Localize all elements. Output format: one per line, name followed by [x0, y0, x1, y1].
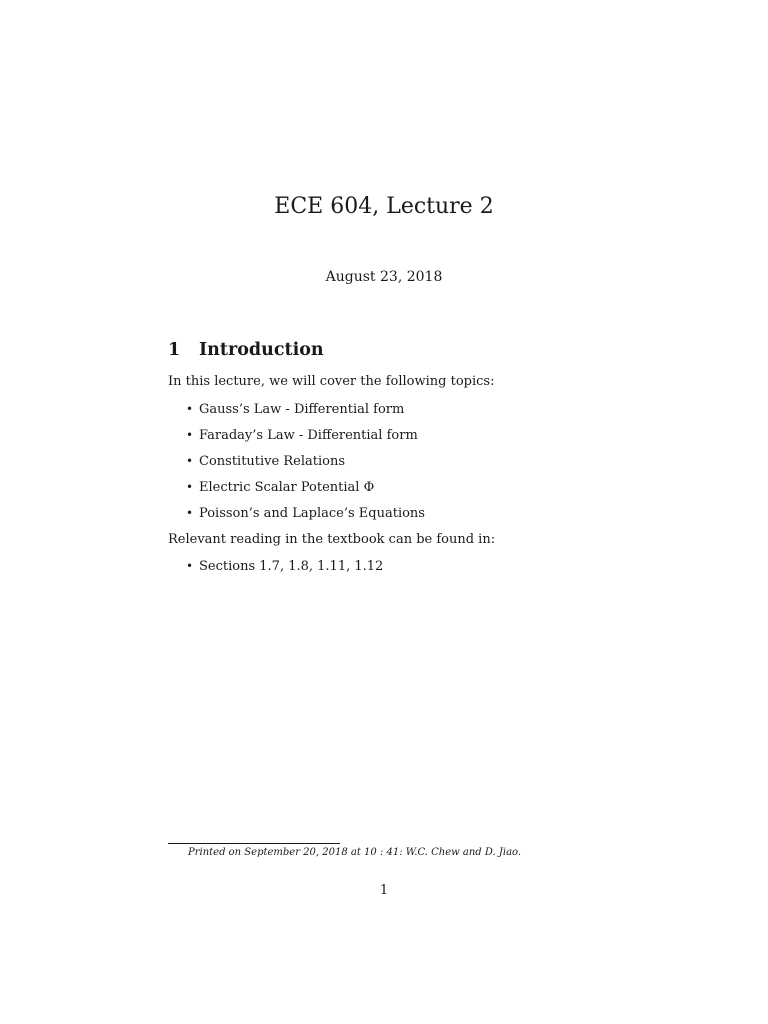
- bullet-icon: •: [186, 480, 194, 494]
- list-item: [186, 427, 425, 443]
- footnote: Printed on September 20, 2018 at 10 : 41: W.C. Chew and D. Jiao.: [188, 847, 522, 858]
- topic-text: Poisson’s and Laplace’s Equations: [199, 506, 425, 521]
- bullet-icon: •: [186, 559, 194, 573]
- document-title: ECE 604, Lecture 2: [274, 194, 494, 219]
- page-number: 1: [379, 883, 389, 898]
- bullet-icon: •: [186, 402, 194, 416]
- bullet-icon: •: [186, 506, 194, 520]
- list-item: [186, 505, 425, 521]
- topic-text: Electric Scalar Potential Φ: [199, 480, 375, 495]
- document-date: August 23, 2018: [325, 269, 443, 285]
- reading-text: Sections 1.7, 1.8, 1.11, 1.12: [199, 559, 384, 574]
- section-title: Introduction: [199, 340, 324, 360]
- topic-text: Faraday’s Law - Differential form: [199, 428, 418, 443]
- bullet-icon: •: [186, 454, 194, 468]
- section-heading: [168, 339, 324, 361]
- bullet-icon: •: [186, 428, 194, 442]
- reading-list: [186, 558, 383, 574]
- reading-paragraph: Relevant reading in the textbook can be found in:: [168, 532, 496, 547]
- topic-text: Gauss’s Law - Differential form: [199, 402, 405, 417]
- list-item: [186, 453, 425, 469]
- topics-list: [186, 401, 425, 521]
- topic-text: Constitutive Relations: [199, 454, 345, 469]
- section-number: 1: [168, 340, 181, 360]
- footnote-rule: [168, 843, 340, 844]
- intro-paragraph: In this lecture, we will cover the following topics:: [168, 374, 495, 389]
- list-item: [186, 479, 425, 495]
- list-item: [186, 401, 425, 417]
- list-item: [186, 558, 383, 574]
